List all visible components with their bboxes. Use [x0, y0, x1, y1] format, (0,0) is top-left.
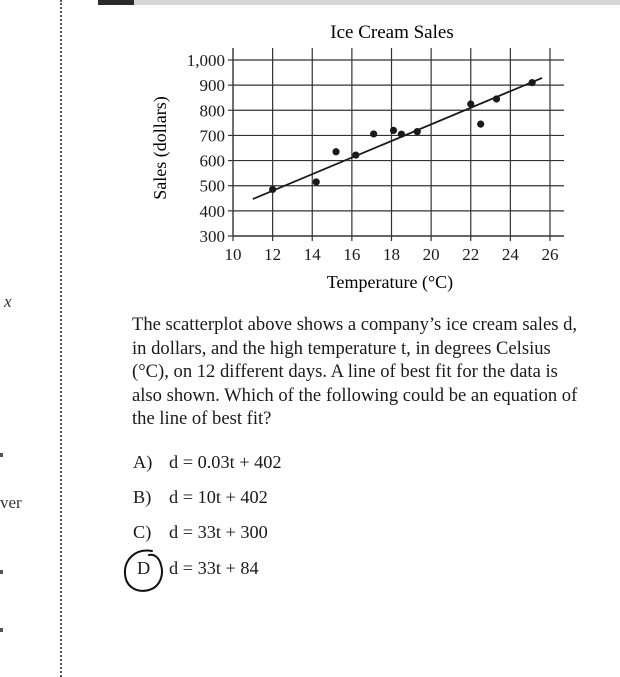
choice-equation: d = 0.03t + 402: [169, 452, 282, 472]
data-point: [493, 95, 500, 102]
x-tick-label: 22: [462, 245, 480, 264]
y-tick-label: 900: [199, 76, 225, 96]
y-axis-label: Sales (dollars): [150, 96, 170, 200]
choice-a[interactable]: [133, 452, 282, 473]
data-point: [398, 131, 405, 138]
choice-letter: C): [133, 522, 152, 542]
data-point: [370, 130, 377, 137]
best-fit-layer: [253, 78, 542, 199]
choice-letter: A): [133, 452, 153, 472]
x-tick-label: 16: [343, 245, 361, 264]
choice-letter: B): [133, 487, 152, 507]
ticks-layer: [187, 51, 559, 264]
choice-b[interactable]: [133, 487, 268, 508]
data-point: [467, 100, 474, 107]
margin-partial-word: ver: [0, 493, 22, 512]
data-point: [269, 186, 276, 193]
data-point: [390, 127, 397, 134]
choice-c[interactable]: [133, 522, 268, 543]
margin-variable-x: x: [4, 292, 12, 311]
y-tick-label: 300: [199, 227, 225, 246]
x-axis-label: Temperature (°C): [326, 272, 454, 292]
data-point: [352, 151, 359, 158]
handwritten-circle-answer-mark: [122, 547, 168, 595]
x-tick-label: 12: [264, 245, 282, 264]
data-point: [477, 121, 484, 128]
x-tick-label: 24: [501, 245, 519, 264]
choice-letter: D: [137, 558, 151, 578]
y-tick-label: 700: [199, 126, 225, 146]
margin-mark: [0, 628, 3, 632]
x-tick-label: 14: [303, 245, 321, 264]
data-point: [529, 79, 536, 86]
data-point: [332, 148, 339, 155]
x-tick-label: 26: [541, 245, 559, 264]
chart-title: Ice Cream Sales: [330, 22, 454, 43]
question-text: The scatterplot above shows a company’s ice cream sales d, in dollars, and the high temperature t, in degrees Celsius (°C), on 12 different days. A line of best fit for the data is also shown. Which of the following could be an equation of the line of best fit?: [132, 314, 578, 429]
grid-layer: [233, 48, 564, 236]
y-tick-label: 400: [199, 201, 225, 221]
x-tick-label: 20: [422, 245, 440, 264]
x-tick-label: 10: [224, 245, 242, 264]
margin-mark: [0, 453, 3, 457]
y-tick-label: 800: [199, 101, 225, 121]
y-tick-label: 1,000: [186, 51, 225, 70]
x-tick-label: 18: [383, 245, 400, 264]
choice-equation: d = 33t + 84: [169, 558, 259, 578]
margin-mark: [0, 570, 3, 574]
y-tick-label: 600: [199, 151, 225, 171]
data-point: [414, 128, 421, 135]
choice-equation: d = 33t + 300: [169, 522, 268, 542]
data-point: [313, 178, 320, 185]
choice-equation: d = 10t + 402: [169, 487, 268, 507]
y-tick-label: 500: [199, 176, 225, 196]
scatterplot-chart: [0, 0, 620, 300]
best-fit-line: [253, 78, 542, 199]
